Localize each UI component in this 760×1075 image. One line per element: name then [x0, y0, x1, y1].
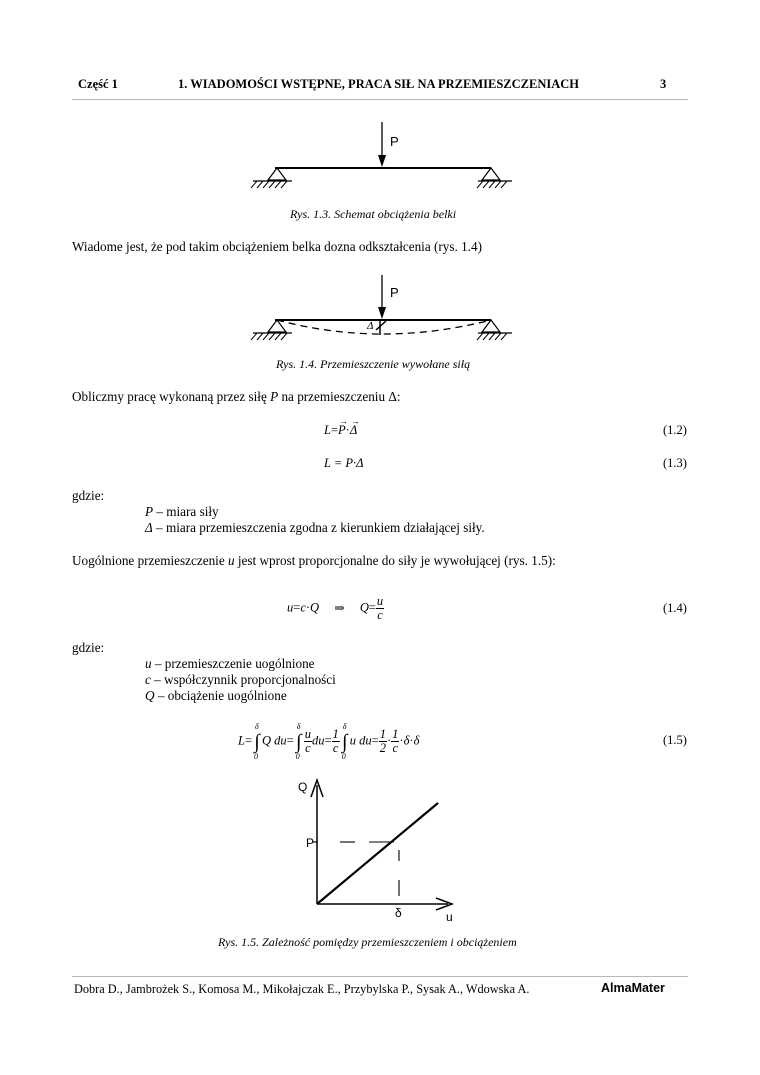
equation-1-5: L= ∫ δ 0 Q du= ∫ δ 0 $\frac{u}{c}$ du= $\frac{1}{c}$ ∫ δ 0 u du= $\frac{1}{2}$ · $\frac{1}{c}$ ·δ·δ: [238, 721, 420, 761]
paragraph-work-before: Obliczmy pracę wykonaną przez siłę: [72, 389, 271, 404]
paragraph-deformation: Wiadome jest, że pod takim obciążeniem belka dozna odkształcenia (rys. 1.4): [72, 239, 482, 254]
definition-displacement: [145, 520, 485, 536]
equation-1-4: u=c·Q ⇒ Q= $\frac{u}{c}$: [287, 594, 384, 623]
figure-1-4-caption: Rys. 1.4. Przemieszczenie wywołane siłą: [276, 357, 471, 371]
paragraph-gd-before: Uogólnione przemieszczenie: [72, 553, 228, 568]
figure-1-5-P-label: P: [306, 836, 315, 850]
definition-c: [145, 672, 336, 688]
equation-1-5-number: (1.5): [663, 733, 687, 747]
paragraph-gd-after: jest wprost proporcjonalne do siły je wywołującej (rys. 1.5):: [234, 553, 556, 568]
equation-1-3: L = P·Δ: [324, 456, 364, 470]
where-label-1: gdzie:: [72, 488, 105, 503]
footer-publisher: AlmaMater: [601, 981, 665, 995]
figure-1-3-force-label: P: [390, 134, 399, 149]
definition-u-symbol: u: [145, 656, 152, 671]
definition-force: [145, 504, 219, 520]
equation-1-2-number: (1.2): [663, 423, 687, 437]
definition-Q-text: – obciążenie uogólnione: [154, 688, 287, 703]
definition-force-symbol: P: [145, 504, 154, 519]
definition-c-text: – współczynnik proporcjonalności: [150, 672, 336, 687]
equation-1-3-number: (1.3): [663, 456, 687, 470]
figure-1-5-caption: Rys. 1.5. Zależność pomiędzy przemieszczeniem i obciążeniem: [218, 935, 517, 949]
paragraph-work-symbol-P: P: [270, 389, 279, 404]
header-title: 1. WIADOMOŚCI WSTĘPNE, PRACA SIŁ NA PRZEMIESZCZENIACH: [178, 77, 580, 91]
figure-1-3-caption: Rys. 1.3. Schemat obciążenia belki: [290, 207, 457, 221]
paragraph-gd-symbol-u: u: [227, 553, 235, 568]
footer-authors: Dobra D., Jambrożek S., Komosa M., Mikołajczak E., Przybylska P., Sysak A., Wdowska A.: [74, 982, 530, 996]
figure-1-5-x-axis-label: u: [446, 910, 453, 924]
definition-u-text: – przemieszczenie uogólnione: [151, 656, 315, 671]
header-rule: [72, 99, 688, 100]
definition-u: [145, 656, 315, 672]
footer-rule: [72, 976, 688, 977]
definition-c-symbol: c: [145, 672, 151, 687]
header-page-number: 3: [660, 77, 667, 91]
paragraph-work-after: na przemieszczeniu Δ:: [278, 389, 401, 404]
definition-displacement-text: – miara przemieszczenia zgodna z kierunkiem działającej siły.: [152, 520, 485, 535]
definition-displacement-symbol: Δ: [145, 520, 153, 535]
definition-force-text: – miara siły: [153, 504, 219, 519]
where-label-2: gdzie:: [72, 640, 105, 655]
figure-1-4-force-label: P: [390, 285, 399, 300]
figure-1-4-delta-label: Δ: [367, 320, 374, 332]
paragraph-generalized-displacement: [72, 553, 556, 569]
figure-1-5-y-axis-label: Q: [298, 780, 308, 794]
equation-1-2: L=P → ·Δ →: [324, 416, 360, 437]
equation-1-4-number: (1.4): [663, 601, 687, 615]
figure-1-5-delta-label: δ: [395, 906, 402, 920]
definition-Q-symbol: Q: [145, 688, 155, 703]
header-part: Część 1: [78, 77, 118, 91]
definition-Q: [145, 688, 287, 704]
paragraph-work: [72, 389, 401, 405]
